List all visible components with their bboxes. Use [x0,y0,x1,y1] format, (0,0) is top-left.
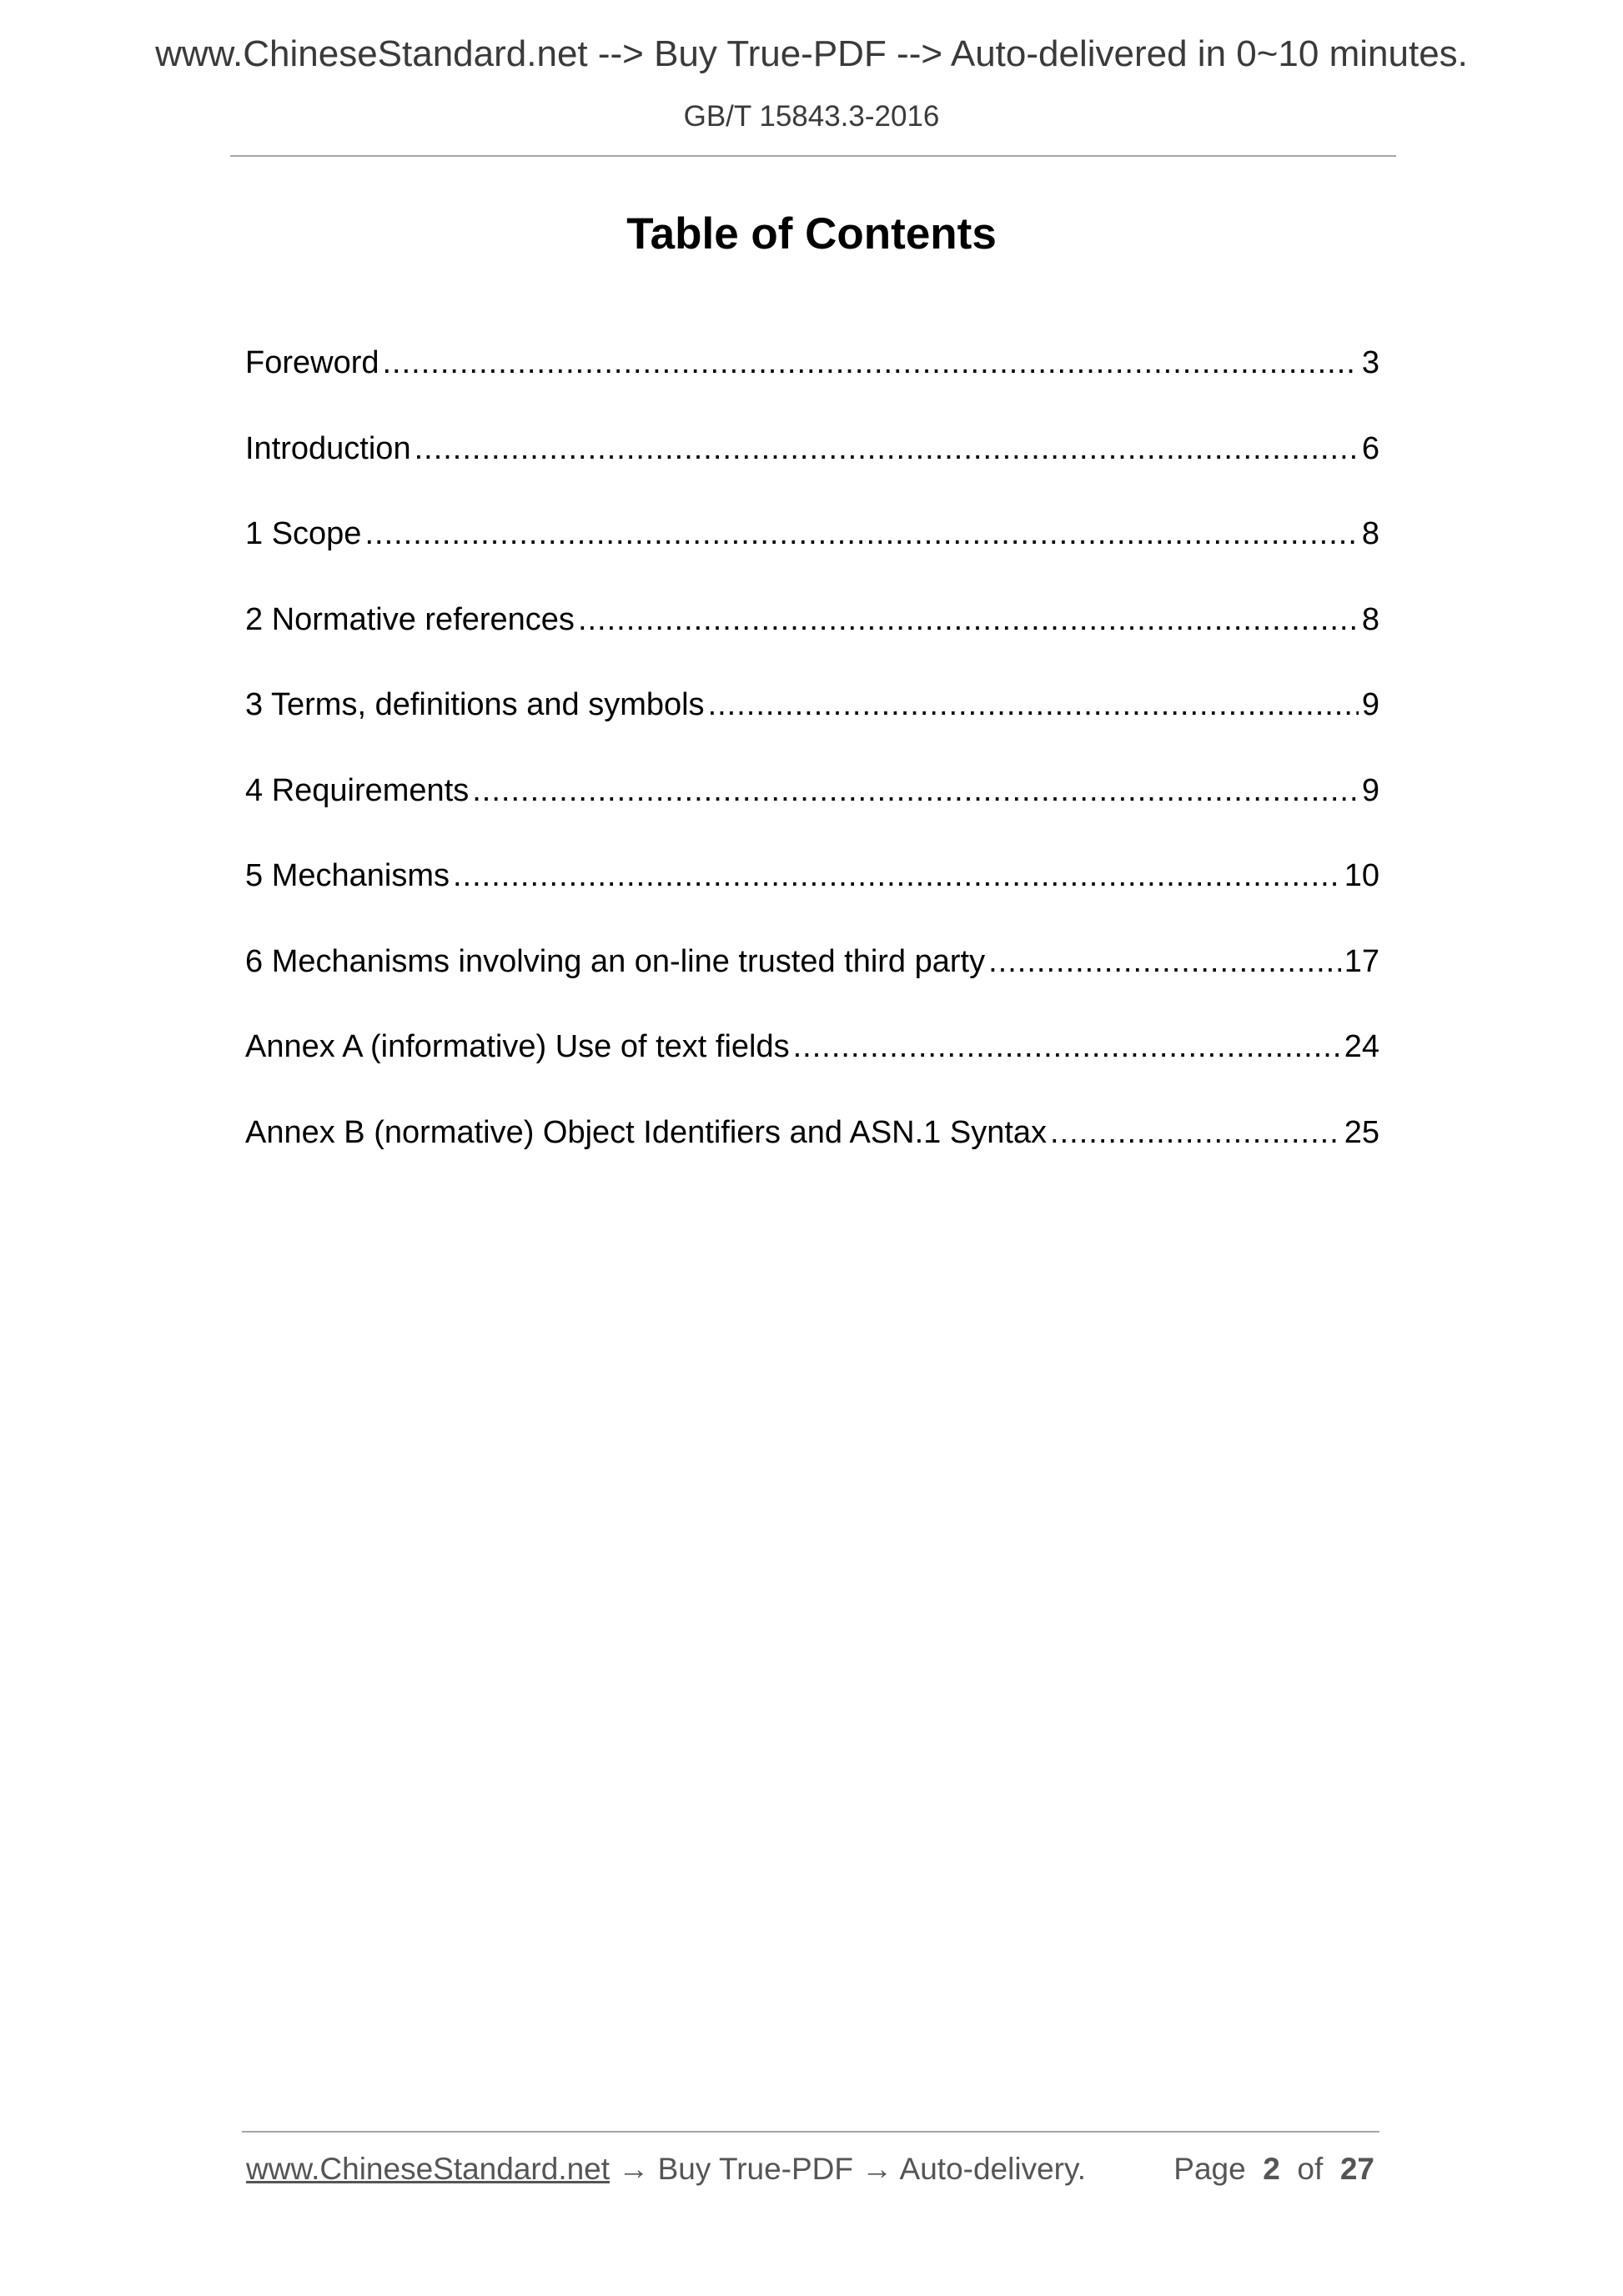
toc-entry-scope[interactable] [245,505,1379,590]
toc-entry-page: 10 [1344,858,1379,893]
toc-entry-requirements[interactable] [245,761,1379,847]
toc-entry-label: Foreword [245,345,379,380]
toc-entry-page: 25 [1344,1114,1379,1150]
document-code: GB/T 15843.3-2016 [683,100,940,133]
toc-entry-label: Introduction [245,430,411,466]
toc-dot-leader [708,676,1359,734]
toc-entry-label: 6 Mechanisms involving an on-line trusted third party [245,943,986,979]
toc-dot-leader [415,420,1359,478]
toc-entry-page: 3 [1361,345,1379,380]
toc-entry-ttp-mechanisms[interactable] [245,932,1379,1018]
toc-entry-label: 3 Terms, definitions and symbols [245,687,705,722]
toc-entry-page: 24 [1344,1029,1379,1064]
current-page-number: 2 [1263,2152,1280,2186]
toc-entry-introduction[interactable] [245,420,1379,505]
toc-entry-page: 17 [1344,943,1379,979]
arrow-right-icon: → [618,2152,650,2186]
footer-buy-text: Buy True-PDF [657,2152,854,2186]
toc-entry-normative-references[interactable] [245,590,1379,676]
toc-dot-leader [472,761,1359,820]
toc-entry-annex-a[interactable] [245,1017,1379,1103]
toc-entry-page: 9 [1361,687,1379,722]
footer-promo [246,2152,1086,2187]
header-divider [230,155,1396,157]
toc-dot-leader [453,847,1341,905]
toc-entry-page: 9 [1361,772,1379,808]
arrow-right-icon: → [862,2152,893,2186]
toc-dot-leader [578,590,1359,649]
footer-site-link[interactable]: www.ChineseStandard.net [246,2152,611,2186]
toc-entry-page: 8 [1361,516,1379,551]
page-word: Page [1173,2152,1246,2186]
toc-entry-terms-definitions[interactable] [245,676,1379,761]
toc-entry-label: 2 Normative references [245,601,575,637]
toc-entry-label: Annex B (normative) Object Identifiers and ASN.1 Syntax [245,1114,1048,1150]
page-title: Table of Contents [626,209,997,259]
footer-delivery-text: Auto-delivery. [899,2152,1087,2186]
toc-dot-leader [364,505,1358,563]
toc-entry-mechanisms[interactable] [245,847,1379,932]
toc-entry-label: 1 Scope [245,516,362,551]
toc-dot-leader [383,334,1359,392]
total-page-count: 27 [1339,2152,1374,2186]
toc-entry-foreword[interactable] [245,334,1379,420]
toc-dot-leader [988,932,1341,991]
toc-entry-page: 8 [1361,601,1379,637]
footer-divider [242,2131,1379,2133]
page-indicator [1173,2152,1374,2187]
toc-entry-label: 5 Mechanisms [245,858,450,893]
toc-entry-label: 4 Requirements [245,772,470,808]
toc-list [245,334,1379,1188]
toc-entry-page: 6 [1361,430,1379,466]
toc-entry-annex-b[interactable] [245,1103,1379,1189]
toc-dot-leader [793,1017,1341,1076]
of-word: of [1297,2152,1324,2186]
top-banner: www.ChineseStandard.net --> Buy True-PDF --> Auto-delivered in 0~10 minutes. [155,33,1468,74]
toc-entry-label: Annex A (informative) Use of text fields [245,1029,790,1064]
toc-dot-leader [1050,1103,1341,1162]
